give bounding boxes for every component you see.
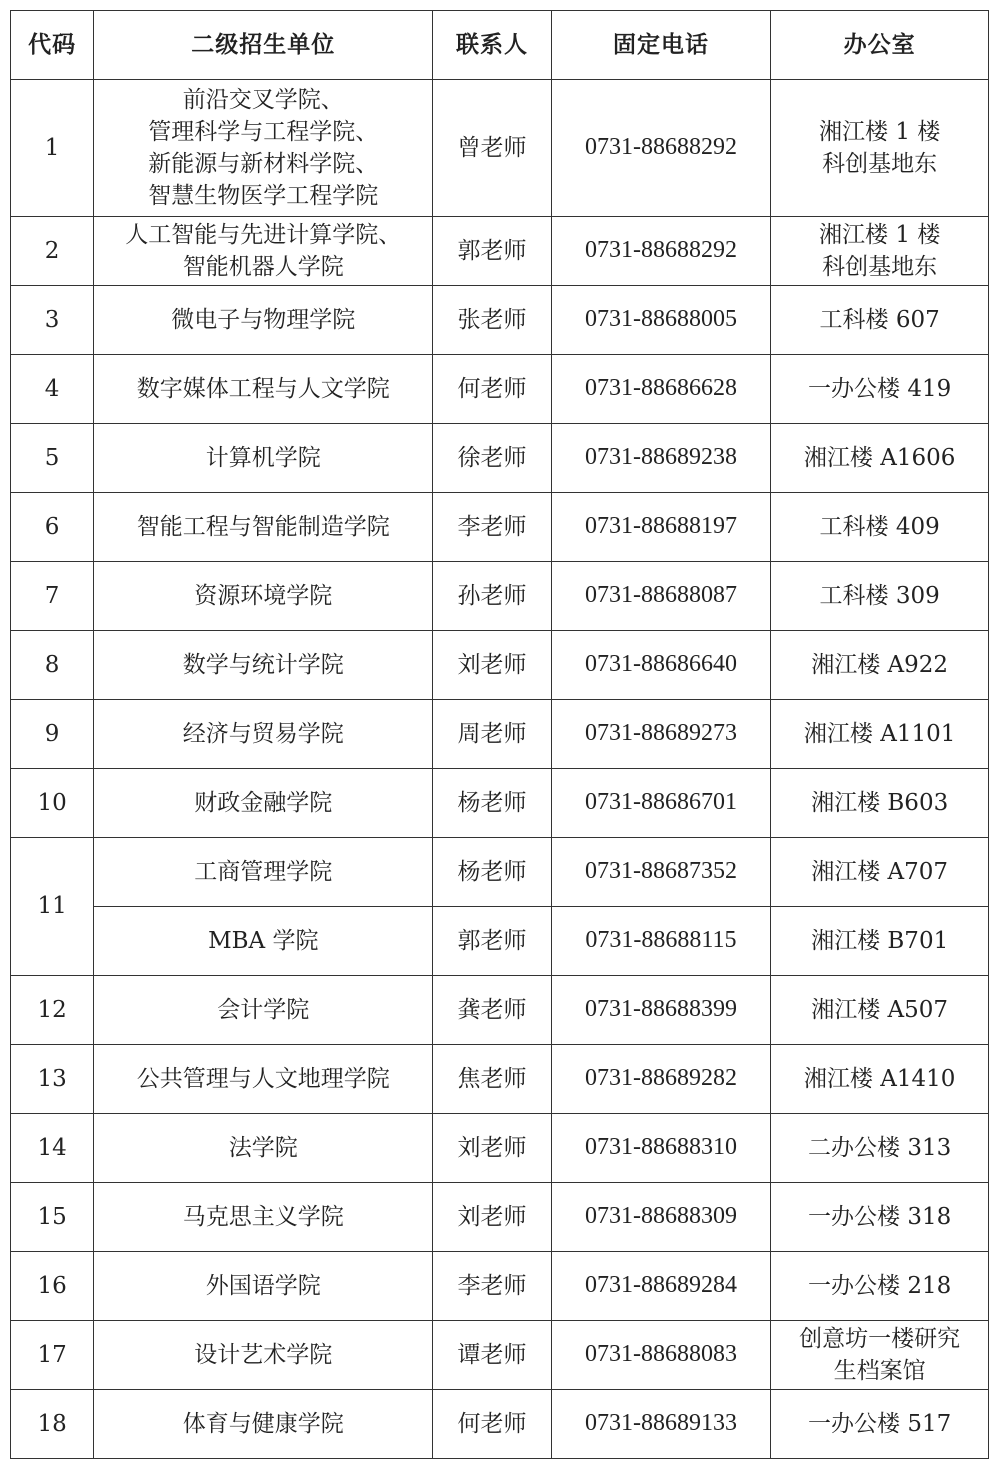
unit-line: 智慧生物医学工程学院 (148, 183, 379, 210)
unit-line: 数字媒体工程与人文学院 (136, 375, 390, 402)
unit-line: 微电子与物理学院 (171, 306, 356, 333)
phone-cell: 0731-88689238 (551, 424, 771, 493)
office-cell (771, 1321, 989, 1390)
code-cell: 9 (11, 700, 94, 769)
office-cell (771, 493, 989, 562)
office-cell (771, 838, 989, 907)
unit-cell (94, 700, 433, 769)
contact-cell: 曾老师 (433, 80, 551, 217)
office-line: 创意坊一楼研究 (799, 1325, 961, 1352)
code-cell: 3 (11, 286, 94, 355)
unit-line: 新能源与新材料学院、 (148, 151, 379, 177)
code-cell: 5 (11, 424, 94, 493)
unit-line: 智能工程与智能制造学院 (136, 513, 390, 540)
code-cell: 14 (11, 1114, 94, 1183)
unit-cell (94, 769, 433, 838)
contact-cell: 郭老师 (433, 217, 551, 286)
phone-cell: 0731-88688310 (551, 1114, 771, 1183)
office-line: 湘江楼 1 楼 (819, 118, 941, 145)
contact-cell: 刘老师 (433, 1183, 551, 1252)
code-cell: 2 (11, 217, 94, 286)
phone-cell: 0731-88688399 (551, 976, 771, 1045)
office-line: 工科楼 607 (819, 306, 940, 333)
header-code: 代码 (11, 11, 94, 80)
header-phone: 固定电话 (551, 11, 771, 80)
contact-cell: 焦老师 (433, 1045, 551, 1114)
contact-cell: 刘老师 (433, 631, 551, 700)
unit-line: 资源环境学院 (194, 582, 333, 609)
office-line: 一办公楼 419 (808, 375, 952, 402)
unit-line: 经济与贸易学院 (182, 720, 344, 747)
unit-cell (94, 80, 433, 217)
contact-cell: 周老师 (433, 700, 551, 769)
unit-line: 计算机学院 (205, 444, 321, 471)
table-header (11, 11, 989, 80)
unit-line: 工商管理学院 (194, 858, 333, 885)
unit-line: 人工智能与先进计算学院、 (125, 221, 402, 248)
table-row (11, 217, 989, 286)
office-line: 二办公楼 313 (808, 1134, 952, 1161)
table-row (11, 424, 989, 493)
unit-line: 法学院 (228, 1134, 298, 1161)
phone-cell: 0731-88686628 (551, 355, 771, 424)
phone-cell: 0731-88689273 (551, 700, 771, 769)
office-line: 一办公楼 517 (808, 1410, 952, 1437)
table-body (11, 80, 989, 1459)
office-line: 湘江楼 B701 (811, 927, 949, 954)
office-cell (771, 700, 989, 769)
contact-cell: 谭老师 (433, 1321, 551, 1390)
table-row (11, 631, 989, 700)
code-cell: 18 (11, 1390, 94, 1459)
unit-cell (94, 1045, 433, 1114)
unit-line: MBA 学院 (208, 927, 319, 954)
contact-cell: 刘老师 (433, 1114, 551, 1183)
unit-line: 数学与统计学院 (182, 651, 344, 678)
office-line: 湘江楼 A1101 (803, 720, 956, 747)
phone-cell: 0731-88689133 (551, 1390, 771, 1459)
code-cell: 6 (11, 493, 94, 562)
office-line: 科创基地东 (822, 151, 938, 177)
office-line: 科创基地东 (822, 254, 938, 280)
header-row (11, 11, 989, 80)
office-line: 湘江楼 A1410 (803, 1065, 956, 1092)
phone-cell: 0731-88687352 (551, 838, 771, 907)
table-row (11, 976, 989, 1045)
unit-cell (94, 424, 433, 493)
unit-line: 前沿交叉学院、 (182, 86, 344, 113)
unit-line: 财政金融学院 (194, 789, 333, 816)
contact-table (10, 10, 989, 1459)
code-cell: 12 (11, 976, 94, 1045)
contact-cell: 何老师 (433, 1390, 551, 1459)
office-cell (771, 217, 989, 286)
office-line: 工科楼 409 (819, 513, 940, 540)
table-row (11, 700, 989, 769)
table-row (11, 1390, 989, 1459)
unit-cell (94, 217, 433, 286)
contact-cell: 李老师 (433, 493, 551, 562)
unit-line: 智能机器人学院 (182, 254, 344, 280)
header-office: 办公室 (771, 11, 989, 80)
office-line: 湘江楼 A707 (811, 858, 949, 885)
unit-line: 管理科学与工程学院、 (148, 118, 379, 145)
unit-cell (94, 976, 433, 1045)
code-cell: 4 (11, 355, 94, 424)
office-line: 湘江楼 A922 (811, 651, 949, 678)
code-cell: 17 (11, 1321, 94, 1390)
table-row (11, 355, 989, 424)
contact-cell: 何老师 (433, 355, 551, 424)
contact-cell: 徐老师 (433, 424, 551, 493)
office-line: 一办公楼 318 (808, 1203, 952, 1230)
unit-line: 外国语学院 (205, 1272, 321, 1299)
office-line: 工科楼 309 (819, 582, 940, 609)
contact-cell: 郭老师 (433, 907, 551, 976)
code-cell: 10 (11, 769, 94, 838)
unit-cell (94, 1114, 433, 1183)
office-cell (771, 355, 989, 424)
phone-cell: 0731-88689282 (551, 1045, 771, 1114)
office-line: 湘江楼 B603 (811, 789, 949, 816)
phone-cell: 0731-88688292 (551, 217, 771, 286)
unit-cell (94, 1252, 433, 1321)
table-row (11, 907, 989, 976)
contact-cell: 孙老师 (433, 562, 551, 631)
office-line: 湘江楼 1 楼 (819, 221, 941, 248)
table-row (11, 1114, 989, 1183)
office-line: 湘江楼 A507 (811, 996, 949, 1023)
office-cell (771, 286, 989, 355)
phone-cell: 0731-88688197 (551, 493, 771, 562)
unit-cell (94, 493, 433, 562)
table-row (11, 838, 989, 907)
office-cell (771, 1045, 989, 1114)
code-cell: 15 (11, 1183, 94, 1252)
unit-line: 马克思主义学院 (182, 1203, 344, 1230)
code-cell: 8 (11, 631, 94, 700)
table-row (11, 562, 989, 631)
office-cell (771, 1390, 989, 1459)
office-line: 生档案馆 (833, 1358, 926, 1384)
unit-line: 会计学院 (217, 996, 310, 1023)
header-contact: 联系人 (433, 11, 551, 80)
header-unit: 二级招生单位 (94, 11, 433, 80)
phone-cell: 0731-88686640 (551, 631, 771, 700)
office-cell (771, 907, 989, 976)
unit-cell (94, 1390, 433, 1459)
contact-cell: 张老师 (433, 286, 551, 355)
table-row (11, 1045, 989, 1114)
office-cell (771, 976, 989, 1045)
phone-cell: 0731-88689284 (551, 1252, 771, 1321)
table-row (11, 1183, 989, 1252)
office-cell (771, 80, 989, 217)
phone-cell: 0731-88688087 (551, 562, 771, 631)
unit-cell (94, 1183, 433, 1252)
code-cell: 1 (11, 80, 94, 217)
unit-line: 设计艺术学院 (194, 1341, 333, 1368)
unit-line: 体育与健康学院 (182, 1410, 344, 1437)
contact-cell: 李老师 (433, 1252, 551, 1321)
office-cell (771, 769, 989, 838)
contact-cell: 杨老师 (433, 838, 551, 907)
phone-cell: 0731-88688309 (551, 1183, 771, 1252)
office-cell (771, 562, 989, 631)
table-row (11, 286, 989, 355)
phone-cell: 0731-88688292 (551, 80, 771, 217)
phone-cell: 0731-88688083 (551, 1321, 771, 1390)
table-row (11, 493, 989, 562)
phone-cell: 0731-88686701 (551, 769, 771, 838)
contact-cell: 龚老师 (433, 976, 551, 1045)
unit-cell (94, 838, 433, 907)
office-cell (771, 1252, 989, 1321)
table-row (11, 769, 989, 838)
office-cell (771, 631, 989, 700)
code-cell: 11 (11, 838, 94, 976)
unit-cell (94, 562, 433, 631)
table-row (11, 80, 989, 217)
unit-cell (94, 907, 433, 976)
office-cell (771, 1183, 989, 1252)
phone-cell: 0731-88688115 (551, 907, 771, 976)
office-line: 一办公楼 218 (808, 1272, 952, 1299)
phone-cell: 0731-88688005 (551, 286, 771, 355)
table-row (11, 1252, 989, 1321)
code-cell: 16 (11, 1252, 94, 1321)
contact-cell: 杨老师 (433, 769, 551, 838)
office-cell (771, 424, 989, 493)
office-cell (771, 1114, 989, 1183)
unit-cell (94, 286, 433, 355)
unit-line: 公共管理与人文地理学院 (136, 1065, 390, 1092)
unit-cell (94, 631, 433, 700)
code-cell: 13 (11, 1045, 94, 1114)
code-cell: 7 (11, 562, 94, 631)
office-line: 湘江楼 A1606 (803, 444, 956, 471)
table-row (11, 1321, 989, 1390)
unit-cell (94, 355, 433, 424)
unit-cell (94, 1321, 433, 1390)
